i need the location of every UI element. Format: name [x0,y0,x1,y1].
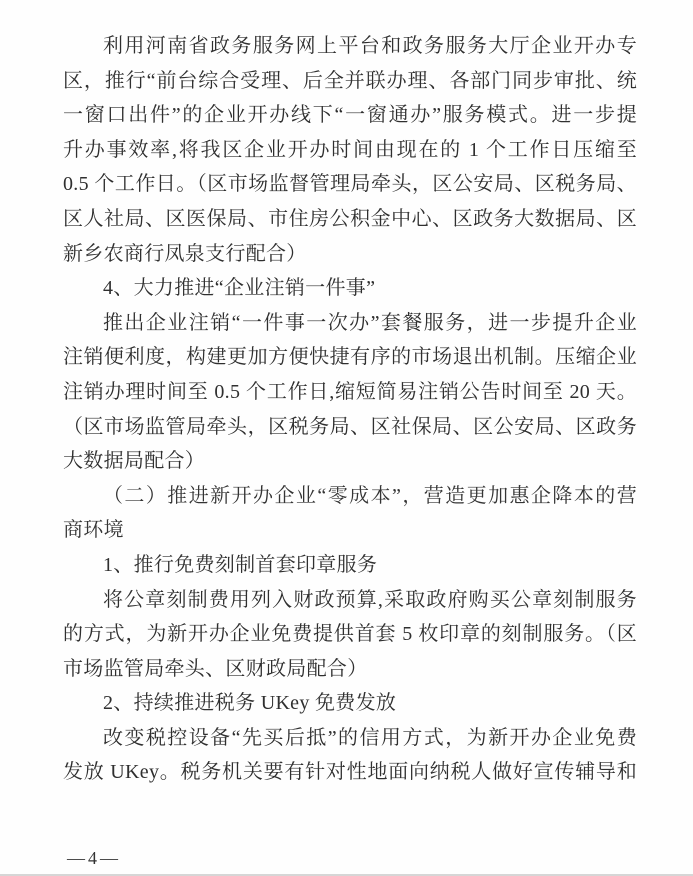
text-line: 的方式，为新开办企业免费提供首套 5 枚印章的刻制服务。（区 [63,623,637,646]
text-line: 商环境 [63,519,124,542]
text-line: 将公章刻制费用列入财政预算,采取政府购买公章刻制服务 [103,588,637,611]
text-line: （二）推进新开办企业“零成本”，营造更加惠企降本的营 [103,484,637,507]
page-number: —4— [67,848,121,868]
text-line: 发放 UKey。税务机关要有针对性地面向纳税人做好宣传辅导和 [63,761,637,784]
text-line: 区人社局、区医保局、市住房公积金中心、区政务大数据局、区 [63,207,637,230]
text-line: 注销便利度，构建更加方便快捷有序的市场退出机制。压缩企业 [63,346,637,369]
text-line: 市场监管局牵头、区财政局配合） [63,657,368,680]
text-line: 2、持续推进税务 UKey 免费发放 [103,692,397,715]
text-line: 0.5 个工作日。（区市场监督管理局牵头，区公安局、区税务局、 [63,173,637,196]
text-line: （区市场监管局牵头，区税务局、区社保局、区公安局、区政务 [63,415,637,438]
text-line: 推出企业注销“一件事一次办”套餐服务，进一步提升企业 [103,311,637,334]
text-line: 注销办理时间至 0.5 个工作日,缩短简易注销公告时间至 20 天。 [63,380,637,403]
text-line: 一窗口出件”的企业开办线下“一窗通办”服务模式。进一步提 [63,104,637,127]
text-line: 利用河南省政务服务网上平台和政务服务大厅企业开办专 [103,35,637,57]
text-line: 1、推行免费刻制首套印章服务 [103,553,378,576]
text-line: 大数据局配合） [63,450,206,473]
text-line: 改变税控设备“先买后抵”的信用方式，为新开办企业免费 [103,726,637,749]
text-line: 升办事效率,将我区企业开办时间由现在的 1 个工作日压缩至 [63,138,637,161]
text-line: 区，推行“前台综合受理、后全并联办理、各部门同步审批、统 [63,69,637,92]
document-body [63,29,637,790]
text-line: 4、大力推进“企业注销一件事” [103,277,376,300]
text-line: 新乡农商行凤泉支行配合） [63,242,307,265]
